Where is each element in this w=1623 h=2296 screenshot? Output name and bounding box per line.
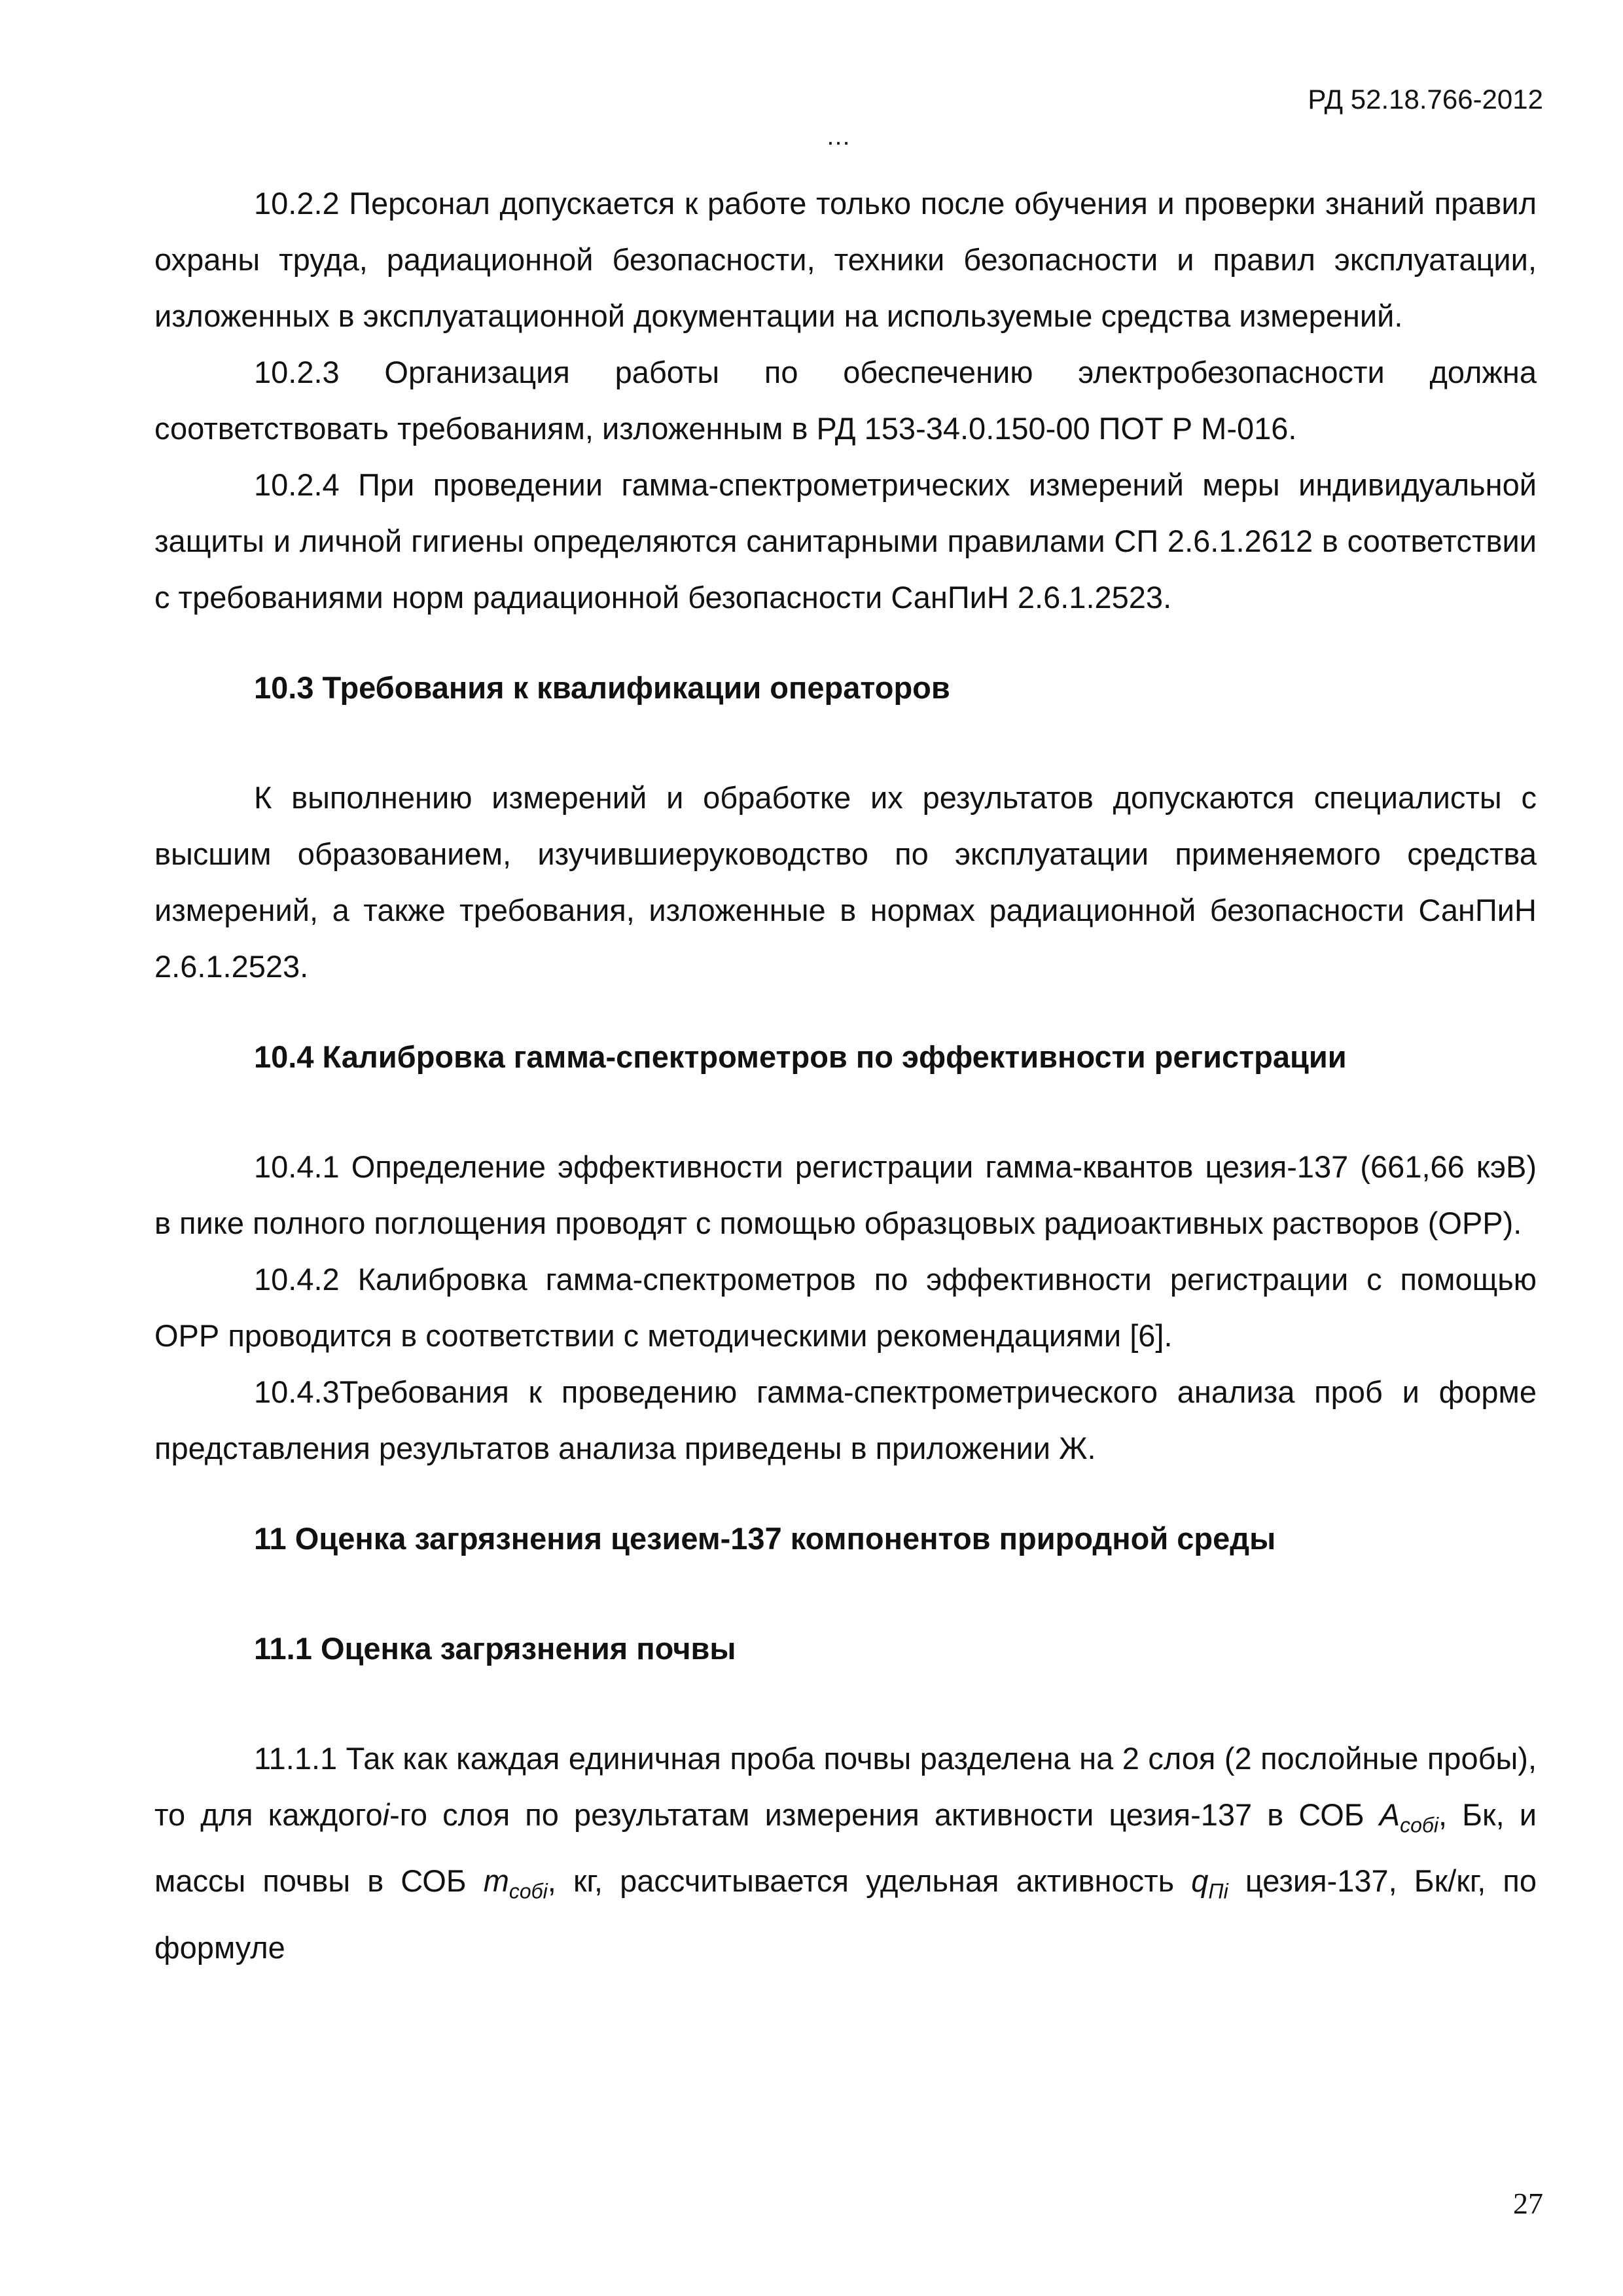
paragraph-10-4-3: 10.4.3Требования к проведению гамма-спектрометрического анализа проб и форме представления результатов анализа приведены в приложении Ж.	[154, 1374, 1537, 1465]
text-segment: , кг, рассчитывается удельная активность	[547, 1863, 1192, 1899]
activity-subscript: собi	[1400, 1813, 1439, 1837]
heading-10-4: 10.4 Калибровка гамма-спектрометров по эффективности регистрации	[254, 1039, 1347, 1074]
page-body	[154, 175, 1537, 1976]
paragraph-10-3: К выполнению измерений и обработке их результатов допускаются специалисты с высшим образованием, изучившиеруководство по эксплуатации применяемого средства измерений, а также требования, изложенные в нормах радиационной безопасности СанПиН 2.6.1.2523.	[154, 780, 1537, 984]
heading-11: 11 Оценка загрязнения цезием-137 компонентов природной среды	[254, 1521, 1276, 1556]
paragraph-10-4-2: 10.4.2 Калибровка гамма-спектрометров по эффективности регистрации с помощью ОРР проводится в соответствии с методическими рекомендациями [6].	[154, 1262, 1537, 1353]
paragraph-10-4-1: 10.4.1 Определение эффективности регистрации гамма-квантов цезия-137 (661,66 кэВ) в пике полного поглощения проводят с помощью образцовых радиоактивных растворов (ОРР).	[154, 1149, 1537, 1240]
continuation-mark: …	[826, 123, 851, 151]
paragraph-10-2-3: 10.2.3 Организация работы по обеспечению электробезопасности должна соответствовать требованиям, изложенным в РД 153-34.0.150-00 ПОТ Р М-016.	[154, 355, 1537, 446]
text-segment: цезия-137, Бк/кг, по формуле	[154, 1863, 1537, 1965]
text-segment: , Бк, и массы почвы в СОБ	[154, 1797, 1537, 1899]
document-code: РД 52.18.766-2012	[1308, 84, 1543, 115]
text-segment: 11.1.1 Так как каждая единичная проба почвы разделена на 2 слоя (2 послойные пробы), то для каждого	[154, 1741, 1537, 1832]
paragraph-10-2-4: 10.2.4 При проведении гамма-спектрометрических измерений меры индивидуальной защиты и личной гигиены определяются санитарными правилами СП 2.6.1.2612 в соответствии с требованиями норм радиационной безопасности СанПиН 2.6.1.2523.	[154, 467, 1537, 615]
specific-activity-symbol: q	[1191, 1863, 1209, 1899]
layer-index-symbol: i	[382, 1797, 390, 1832]
mass-subscript: собi	[508, 1879, 548, 1903]
page-number: 27	[1513, 2187, 1543, 2220]
heading-10-3: 10.3 Требования к квалификации операторов	[254, 670, 950, 705]
specific-activity-subscript: Пi	[1208, 1879, 1228, 1903]
mass-symbol: m	[483, 1863, 509, 1899]
heading-11-1: 11.1 Оценка загрязнения почвы	[254, 1631, 736, 1666]
paragraph-11-1-1	[154, 1731, 1537, 1976]
text-segment: -го слоя по результатам измерения активности цезия-137 в СОБ	[389, 1797, 1380, 1832]
paragraph-10-2-2: 10.2.2 Персонал допускается к работе только после обучения и проверки знаний правил охраны труда, радиационной безопасности, техники безопасности и правил эксплуатации, изложенных в эксплуатационной документации на используемые средства измерений.	[154, 186, 1537, 333]
activity-symbol: A	[1379, 1797, 1400, 1832]
